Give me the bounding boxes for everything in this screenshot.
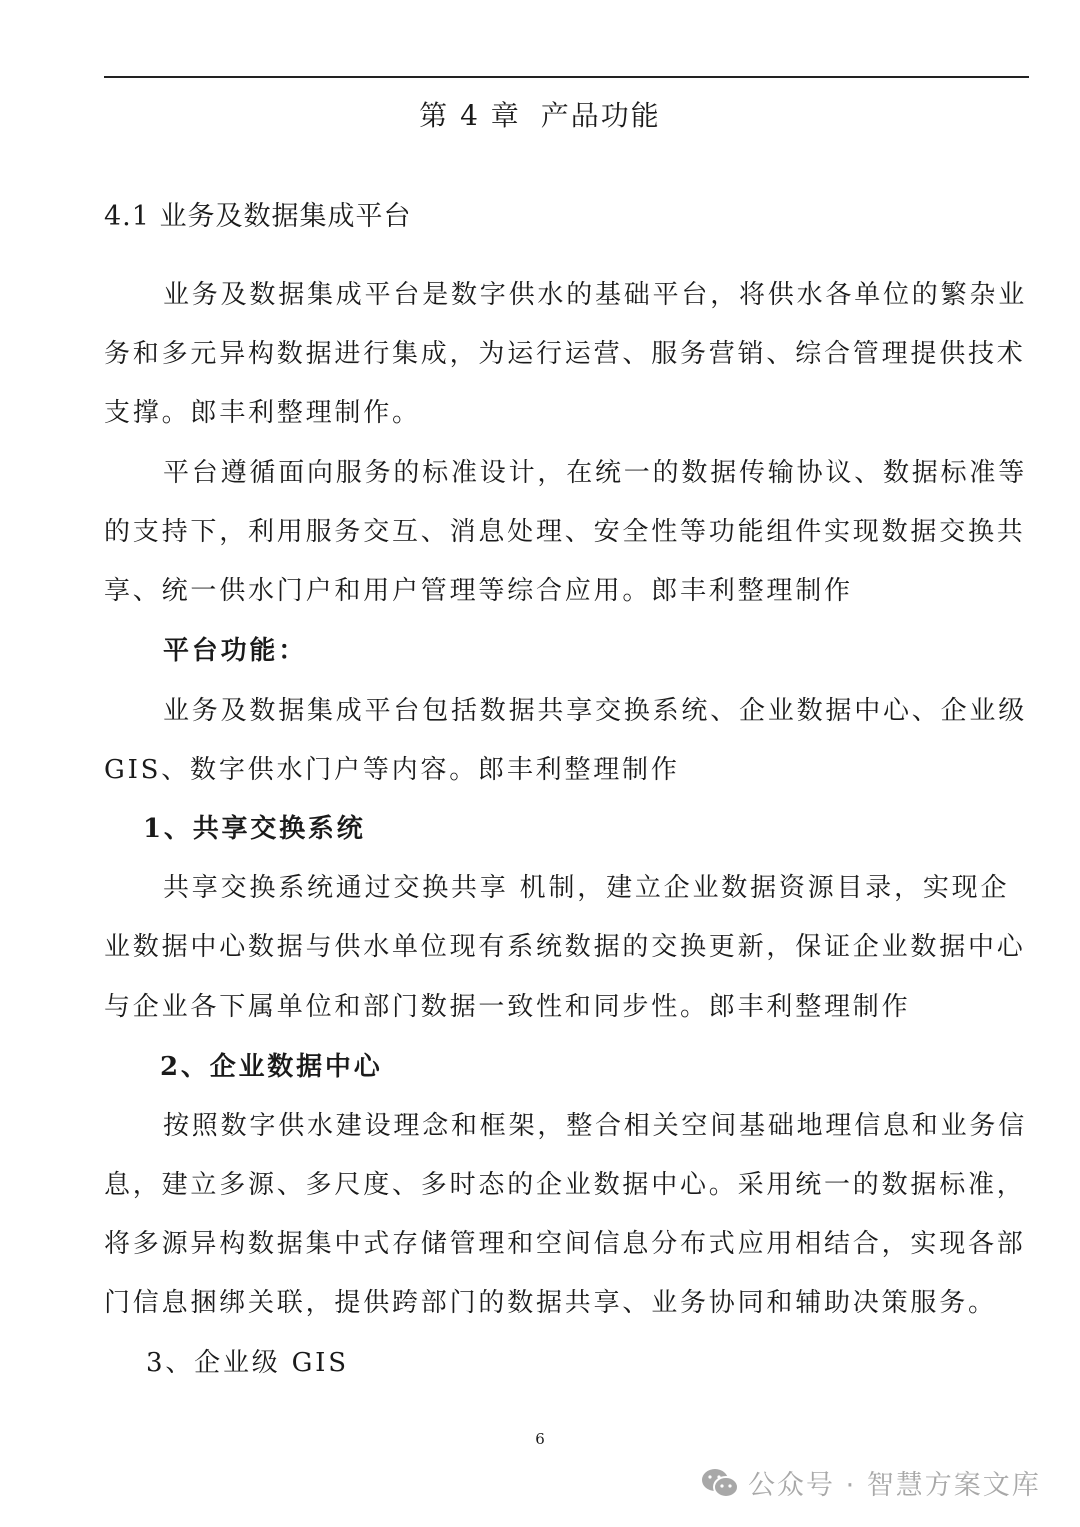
watermark-text: 公众号 · 智慧方案文库: [748, 1470, 1041, 1501]
body-text-line: 3、企业级 GIS: [146, 1348, 349, 1378]
chapter-name: 产品功能: [540, 99, 661, 132]
body-text-line: 业数据中心数据与供水单位现有系统数据的交换更新，保证企业数据中心: [104, 932, 1026, 962]
body-text-line: 享、统一供水门户和用户管理等综合应用。郎丰利整理制作: [104, 576, 853, 606]
body-text-line: 的支持下，利用服务交互、消息处理、安全性等功能组件实现数据交换共: [104, 517, 1026, 547]
subheading: 1、共享交换系统: [143, 814, 366, 844]
watermark: [700, 1463, 1041, 1502]
body-text-line: 平台遵循面向服务的标准设计，在统一的数据传输协议、数据标准等: [163, 458, 1028, 488]
body-text-line: 支撑。郎丰利整理制作。: [104, 398, 421, 428]
body-text-line: 息，建立多源、多尺度、多时态的企业数据中心。采用统一的数据标准，: [104, 1170, 1026, 1200]
body-text-line: 将多源异构数据集中式存储管理和空间信息分布式应用相结合，实现各部: [104, 1229, 1026, 1259]
body-text-line: GIS、数字供水门户等内容。郎丰利整理制作: [104, 755, 680, 785]
body-text-line: 按照数字供水建设理念和框架，整合相关空间基础地理信息和业务信: [163, 1111, 1028, 1141]
subheading: 平台功能：: [163, 636, 308, 666]
body-text-line: 业务及数据集成平台包括数据共享交换系统、企业数据中心、企业级: [163, 696, 1028, 726]
subheading: 2、企业数据中心: [160, 1052, 383, 1082]
body-text-line: 与企业各下属单位和部门数据一致性和同步性。郎丰利整理制作: [104, 992, 911, 1022]
body-text-line: 门信息捆绑关联，提供跨部门的数据共享、业务协同和辅助决策服务。: [104, 1288, 997, 1318]
body-text-line: 务和多元异构数据进行集成，为运行运营、服务营销、综合管理提供技术: [104, 339, 1026, 369]
body-text-line: 业务及数据集成平台是数字供水的基础平台，将供水各单位的繁杂业: [163, 280, 1028, 310]
page-number: 6: [535, 1430, 545, 1448]
chapter-number: 第 4 章: [419, 99, 521, 132]
wechat-icon: [700, 1467, 740, 1499]
body-text-line: 共享交换系统通过交换共享 机制，建立企业数据资源目录，实现企: [163, 873, 1010, 903]
section-heading: 4.1 业务及数据集成平台: [104, 201, 412, 232]
chapter-title: [0, 94, 1080, 134]
header-rule: [104, 76, 1029, 78]
